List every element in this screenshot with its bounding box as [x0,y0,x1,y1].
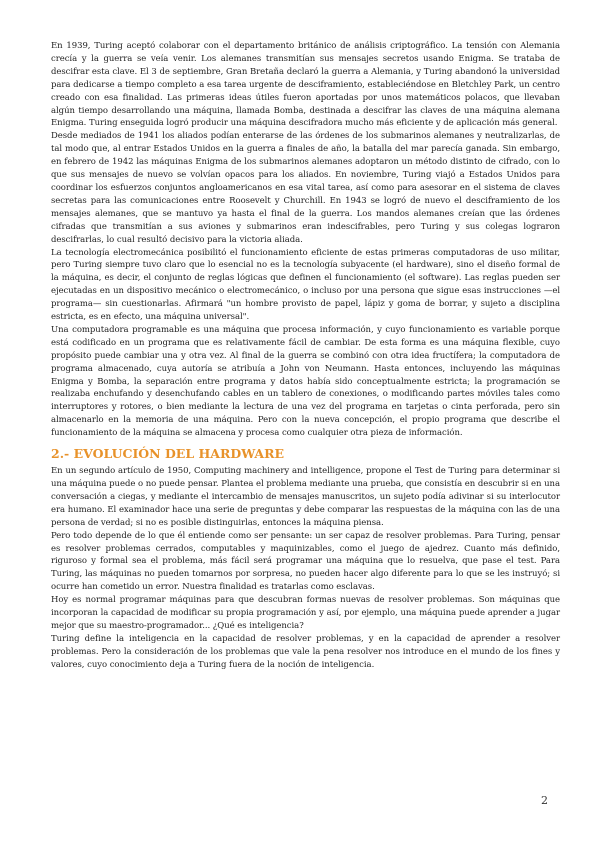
paragraph-intelligence-definition: Turing define la inteligencia en la capacidad de resolver problemas, y en la capacidad de aprender a resolver problemas. Pero la consideración de los problemas que vale la pena resolver nos introduce en el mundo de los fines y valores, cuyo conocimiento deja a Turing fuera de la noción de inteligencia. [51,633,560,670]
paragraph-electromechanical: La tecnología electromecánica posibilitó el funcionamiento eficiente de estas primeras computadoras de uso militar, pero Turing siempre tuvo claro que lo esencial no es la tecnología subyacente (el hardware), sino el diseño formal de la máquina, es decir, el conjunto de reglas lógicas que definen el funcionamiento (el software). Las reglas pueden ser ejecutadas en un dispositivo mecánico o electromecánico, o incluso por una persona que sigue esas instrucciones —el programa— sin cuestionarlas. Afirmará "un hombre provisto de papel, lápiz y goma de borrar, y sujeto a disciplina estricta, es en efecto, una máquina universal". [51,247,560,323]
paragraph-enigma-1939: En 1939, Turing aceptó colaborar con el departamento británico de análisis criptográfico. La tensión con Alemania crecía y la guerra se veía venir. Los alemanes transmitían sus mensajes secretos usando Enigma. Se trataba de descifrar esta clave. El 3 de septiembre, Gran Bretaña declaró la guerra a Alemania, y Turing abandonó la universidad para dedicarse a tiempo completo a esa tarea urgente de desciframiento, estableciéndose en Bletchley Park, un centro creado con esa finalidad. Las primeras ideas útiles fueron aportadas por unos matemáticos polacos, que llevaban algún tiempo desarrollando una máquina, llamada Bomba, destinada a descifrar las claves de una máquina alemana Enigma. Turing enseguida logró producir una máquina descifradora mucho más eficiente y de aplicación más general. [51,41,560,129]
paragraph-machine-learning: Hoy es normal programar máquinas para que descubran formas nuevas de resolver problemas. Son máquinas que incorporan la capacidad de modificar su propia programación y así, por ejemplo, una máquina puede aprender a jugar mejor que su maestro-programador... ¿Qué es inteligencia? [51,595,560,631]
page-number: 2 [541,794,548,807]
paragraph-thinking-being: Pero todo depende de lo que él entiende como ser pensante: un ser capaz de resolver problemas. Para Turing, pensar es resolver problemas cerrados, computables y maquinizables, como el juego de ajedrez. Cuanto más definido, riguroso y formal sea el problema, más fácil será programar una máquina que lo resuelva, que pase el test. Para Turing, las máquinas no pueden tomarnos por sorpresa, no pueden hacer algo diferente para lo que se les instruyó; si ocurre han cometido un error. Nuestra finalidad es tratarlas como esclavas. [51,530,560,593]
paragraph-turing-test: En un segundo artículo de 1950, Computing machinery and intelligence, propone el Test de Turing para determinar si una máquina puede o no puede pensar. Plantea el problema mediante una prueba, que consistía en descubrir si en una conversación a ciegas, y mediante el intercambio de mensajes manuscritos, un sujeto podía adivinar si su interlocutor era humano. El examinador hace una serie de preguntas y debe comparar las respuestas de la máquina con las de una persona de verdad; si no es posible distinguirlas, entonces la máquina piensa. [51,466,560,528]
paragraph-programmable-computer: Una computadora programable es una máquina que procesa información, y cuyo funcionamiento es variable porque está codificado en un programa que es relativamente fácil de cambiar. De esta forma es una máquina flexible, cuyo propósito puede cambiar una y otra vez. Al final de la guerra se combinó con otra idea fructífera; la computadora de programa almacenado, cuya autoría se atribuía a John von Neumann. Hasta entonces, incluyendo las máquinas Enigma y Bomba, la separación entre programa y datos había sido conceptualmente estricta; la programación se realizaba enchufando y desenchufando cables en un tablero de conexiones, o modificando partes móviles tales como interruptores y rotores, o bien mediante la lectura de una vez del programa en tarjetas o cinta perforada, pero sin almacenarlo en la memoria de una máquina. Pero con la nueva concepción, el propio programa que describe el funcionamiento de la máquina se almacena y procesa como cualquier otra pieza de información. [51,324,560,439]
section-title: 2.- EVOLUCIÓN DEL HARDWARE [51,446,285,462]
paragraph-1941-submarines: Desde mediados de 1941 los aliados podían enterarse de las órdenes de los submarinos alemanes y neutralizarlas, de tal modo que, al entrar Estados Unidos en la guerra a finales de año, la batalla del mar parecía ganada. Sin embargo, en febrero de 1942 las máquinas Enigma de los submarinos alemanes adoptaron un método distinto de cifrado, con lo que sus mensajes de nuevo se volvían opacos para los aliados. En noviembre, Turing viajó a Estados Unidos para coordinar los esfuerzos conjuntos angloamericanos en esa vital tarea, así como para asesorar en el sistema de claves secretas para las comunicaciones entre Roosevelt y Churchill. En 1943 se logró de nuevo el desciframiento de los mensajes alemanes, que se mantuvo ya hasta el final de la guerra. Los mandos alemanes creían que las órdenes cifradas que transmitían a sus aviones y submarinos eran indescifrables, pero Turing y sus colegas lograron descifrarlas, lo cual resultó decisivo para la victoria aliada. [51,131,560,245]
